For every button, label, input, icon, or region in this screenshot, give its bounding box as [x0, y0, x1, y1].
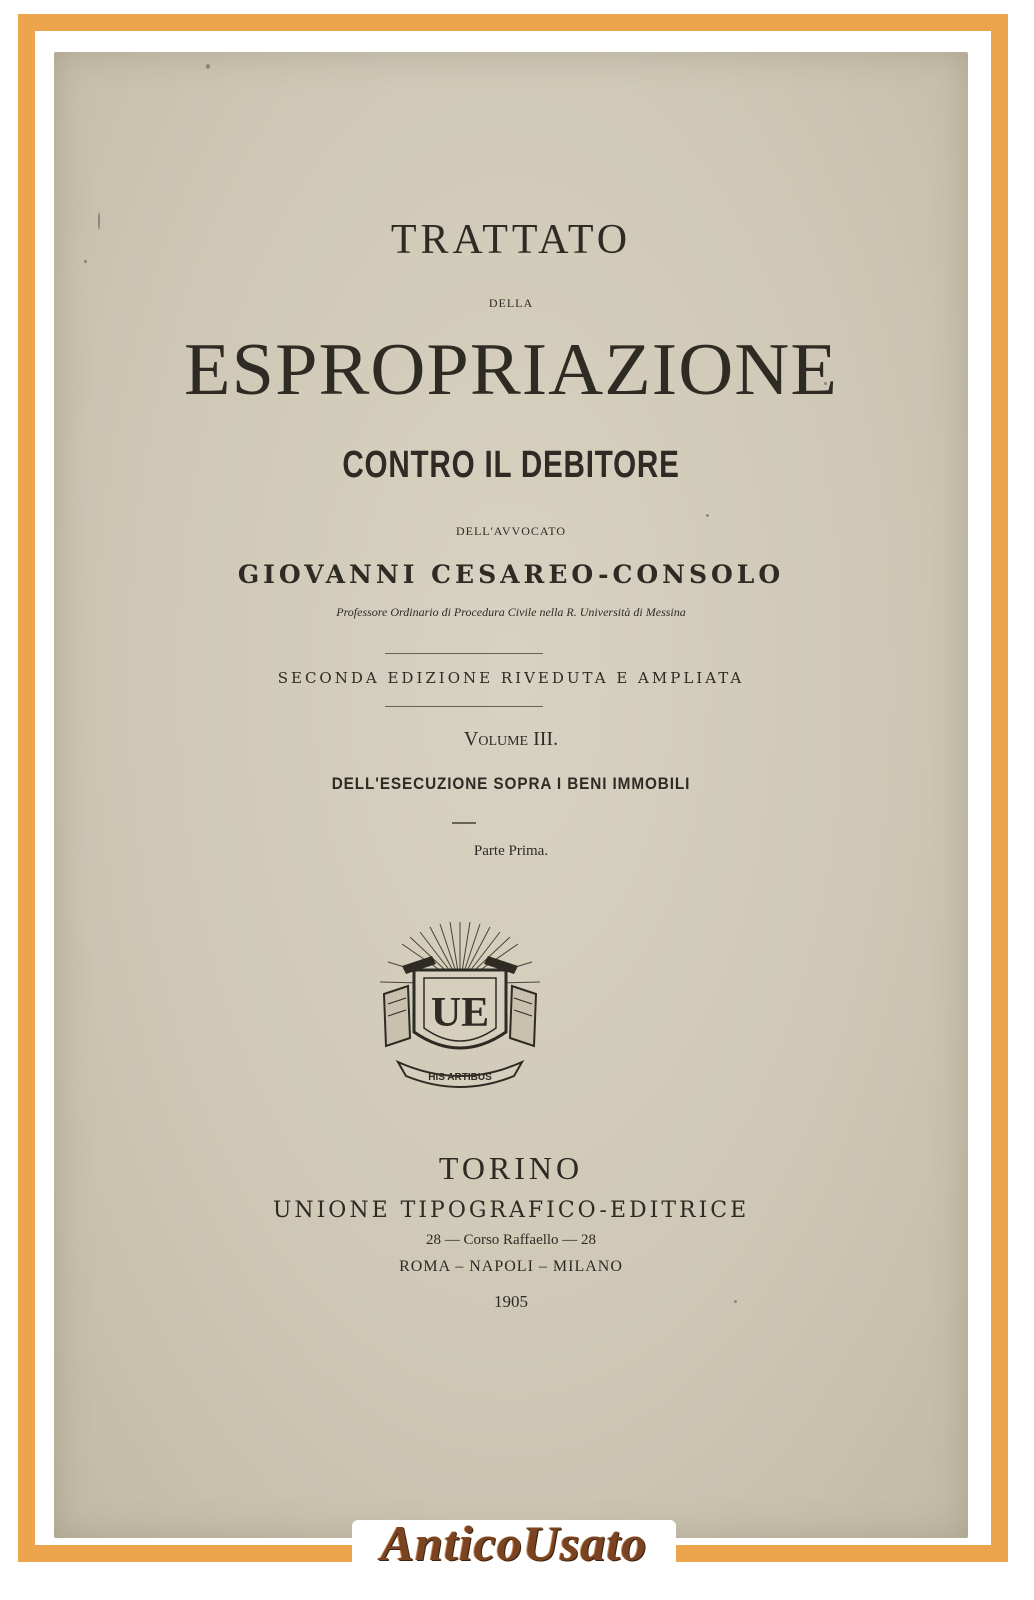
book-cover — [54, 52, 968, 1538]
seller-watermark: AnticoUsato — [380, 1515, 648, 1571]
publisher-name: UNIONE TIPOGRAFICO-EDITRICE — [272, 1198, 750, 1223]
paper-speck — [206, 64, 210, 69]
title-espropriazione: ESPROPRIAZIONE — [184, 329, 838, 411]
title-trattato: TRATTATO — [390, 217, 632, 263]
divider-top — [385, 653, 543, 654]
publisher-emblem-icon — [374, 914, 546, 1096]
volume-subject: DELL'ESECUZIONE SOPRA I BENI IMMOBILI — [331, 774, 691, 793]
edition-line: SECONDA EDIZIONE RIVEDUTA E AMPLIATA — [277, 669, 745, 687]
publication-year: 1905 — [494, 1292, 528, 1311]
publisher-city: TORINO — [438, 1150, 584, 1186]
title-della: DELLA — [488, 296, 534, 310]
author-intro: DELL'AVVOCATO — [455, 524, 567, 538]
svg-text:UE: UE — [430, 990, 490, 1036]
author-name: GIOVANNI CESAREO-CONSOLO — [237, 560, 785, 589]
volume-number: Volume III. — [463, 728, 559, 750]
emblem-motto: HIS ARTIBUS — [428, 1072, 492, 1083]
part-label: Parte Prima. — [473, 843, 549, 859]
paper-speck — [706, 514, 709, 517]
author-affiliation: Professore Ordinario di Procedura Civile nella R. Università di Messina — [336, 605, 686, 619]
publisher-branches: ROMA – NAPOLI – MILANO — [399, 1258, 623, 1275]
divider-bottom — [385, 706, 543, 707]
short-dash — [452, 822, 476, 824]
title-contro-il-debitore: CONTRO IL DEBITORE — [342, 444, 680, 486]
publisher-address: 28 — Corso Raffaello — 28 — [425, 1232, 597, 1248]
